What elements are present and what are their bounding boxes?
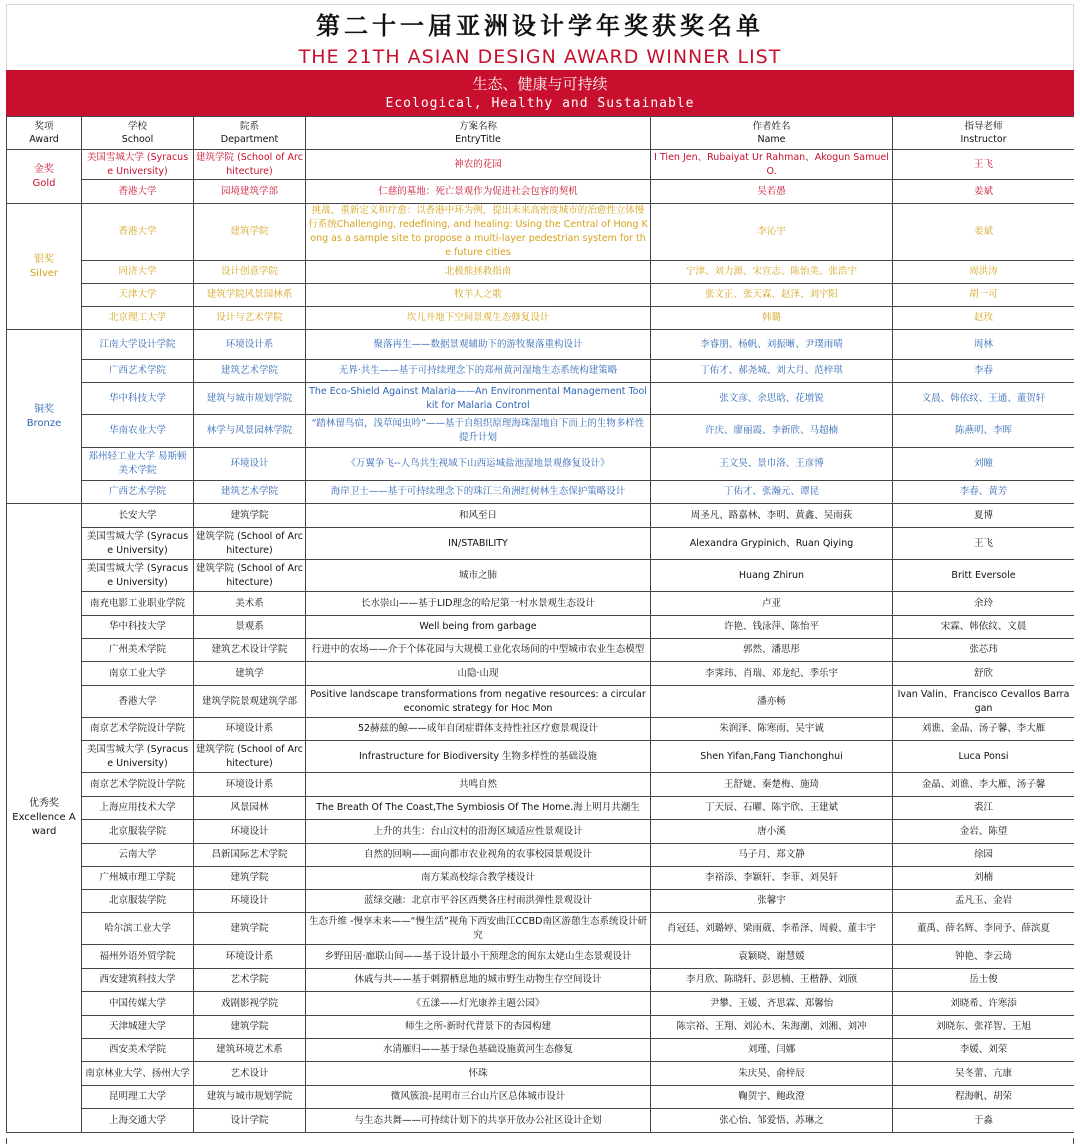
table-row — [7, 448, 1075, 481]
page-subtitle: THE 21TH ASIAN DESIGN AWARD WINNER LIST — [298, 46, 782, 68]
school-cell: 哈尔滨工业大学 — [82, 913, 194, 945]
name-cell: 袁颖晓、谢慧媛 — [651, 945, 893, 969]
name-cell: 肖冠廷、刘璐婷、梁雨葳、李希泽、周毅、董丰宇 — [651, 913, 893, 945]
table-row — [7, 560, 1075, 592]
school-cell: 北京服装学院 — [82, 820, 194, 844]
award-name-en: Silver — [29, 267, 59, 279]
name-cell: 李霁玮、肖瑞、邓龙纪、季乐宇 — [651, 662, 893, 686]
school-cell: 天津城建大学 — [82, 1016, 194, 1039]
name-cell: 周圣凡、路嘉林、李明、黄鑫、吴雨荻 — [651, 504, 893, 528]
table-row — [7, 797, 1075, 820]
school-cell: 西安建筑科技大学 — [82, 969, 194, 992]
instructor-cell: 胡一可 — [893, 284, 1075, 307]
entry-cell: Positive landscape transformations from negative resources: a circular economic strategy for Hoc Mon — [306, 686, 651, 718]
school-cell: 江南大学设计学院 — [82, 330, 194, 360]
column-header-school — [82, 117, 194, 150]
entry-cell: 牧羊人之歌 — [306, 284, 651, 307]
school-cell: 美国雪城大学 (Syracuse University) — [82, 150, 194, 180]
instructor-cell: Britt Eversole — [893, 560, 1075, 592]
name-cell: 李月欣、陈晓轩、彭思楠、王楷静、刘颀 — [651, 969, 893, 992]
department-cell: 建筑艺术学院 — [194, 360, 306, 383]
table-row — [7, 307, 1075, 330]
column-header-department-zh: 院系 — [239, 121, 259, 132]
department-cell: 建筑学院 (School of Architecture) — [194, 560, 306, 592]
name-cell: 丁天辰、石曜、陈宇欣、王建斌 — [651, 797, 893, 820]
instructor-cell: Luca Ponsi — [893, 741, 1075, 773]
instructor-cell: 李春 — [893, 360, 1075, 383]
department-cell: 园境建筑学部 — [194, 180, 306, 204]
school-cell: 同济大学 — [82, 261, 194, 284]
department-cell: 建筑学院风景园林系 — [194, 284, 306, 307]
table-row — [7, 481, 1075, 504]
entry-cell: 挑战、重新定义和疗愈：以香港中环为例，提出未来高密度城市的治愈性立体慢行系统Challenging, redefining, and healing: Using the Central of Hong Kong as a sample site to propose a multi-layer pedestrian system for the future cities — [306, 204, 651, 261]
entry-cell: 怀珠 — [306, 1062, 651, 1086]
name-cell: 郭然、潘思彤 — [651, 639, 893, 662]
entry-cell: 与生态共舞——可持续计划下的共享开放办公社区设计企划 — [306, 1109, 651, 1133]
school-cell: 广西艺术学院 — [82, 360, 194, 383]
column-header-school-zh: 学校 — [127, 121, 147, 132]
table-body — [7, 150, 1075, 1133]
column-header-name-en: Name — [757, 134, 786, 145]
school-cell: 南京艺术学院设计学院 — [82, 718, 194, 741]
instructor-cell: 陈燕明、李晖 — [893, 415, 1075, 448]
table-row — [7, 913, 1075, 945]
award-name-zh: 银奖 — [34, 253, 54, 265]
award-cell — [7, 204, 82, 330]
name-cell: 丁佑才、郝尧城、刘大月、范梓琪 — [651, 360, 893, 383]
table-row — [7, 969, 1075, 992]
table-row — [7, 686, 1075, 718]
instructor-cell: 宋霖、韩依纹、文晨 — [893, 616, 1075, 639]
name-cell: 鞠贺宇、鲍政澄 — [651, 1086, 893, 1109]
table-row — [7, 844, 1075, 867]
entry-cell: 无界·共生——基于可持续理念下的郑州黄河湿地生态系统构建策略 — [306, 360, 651, 383]
department-cell: 设计创意学院 — [194, 261, 306, 284]
category-subtitle: Ecological, Healthy and Sustainable — [385, 96, 695, 111]
table-row — [7, 528, 1075, 560]
table-row — [7, 741, 1075, 773]
school-cell: 美国雪城大学 (Syracuse University) — [82, 560, 194, 592]
name-cell: 潘亦畅 — [651, 686, 893, 718]
instructor-cell: 刘楠 — [893, 867, 1075, 890]
entry-cell: 海岸卫士——基于可持续理念下的珠江三角洲红树林生态保护策略设计 — [306, 481, 651, 504]
entry-cell: “踏林留鸟宿，浅草闻虫吟”——基于自组织原理海珠湿地自下而上的生物多样性提升计划 — [306, 415, 651, 448]
table-row — [7, 773, 1075, 797]
instructor-cell: Ivan Valin、Francisco Cevallos Barragan — [893, 686, 1075, 718]
instructor-cell: 李春、黄芳 — [893, 481, 1075, 504]
column-header-instructor-zh: 指导老师 — [964, 121, 1003, 132]
table-row — [7, 415, 1075, 448]
name-cell: I Tien Jen、Rubaiyat Ur Rahman、Akogun Samuel O. — [651, 150, 893, 180]
school-cell: 北京服装学院 — [82, 890, 194, 913]
entry-cell: 共鸣自然 — [306, 773, 651, 797]
instructor-cell: 周林 — [893, 330, 1075, 360]
name-cell: 朱润泽、陈寒雨、吴宇诚 — [651, 718, 893, 741]
table-row — [7, 261, 1075, 284]
instructor-cell: 王飞 — [893, 528, 1075, 560]
school-cell: 美国雪城大学 (Syracuse University) — [82, 528, 194, 560]
department-cell: 艺术学院 — [194, 969, 306, 992]
award-name-zh: 优秀奖 — [29, 798, 59, 809]
department-cell: 建筑环境艺术系 — [194, 1039, 306, 1062]
department-cell: 建筑学院 — [194, 913, 306, 945]
entry-cell: 山隐·山现 — [306, 662, 651, 686]
department-cell: 建筑与城市规划学院 — [194, 1086, 306, 1109]
instructor-cell: 金晶、刘谯、李大雁、汤子馨 — [893, 773, 1075, 797]
entry-cell: 休戚与共——基于刺猬栖息地的城市野生动物生存空间设计 — [306, 969, 651, 992]
table-row — [7, 718, 1075, 741]
department-cell: 建筑学院 — [194, 1016, 306, 1039]
column-header-award — [7, 117, 82, 150]
department-cell: 设计与艺术学院 — [194, 307, 306, 330]
table-row — [7, 820, 1075, 844]
table-row — [7, 616, 1075, 639]
entry-cell: 《万翼争飞--人鸟共生视域下山西运城盐池湿地景观修复设计》 — [306, 448, 651, 481]
name-cell: 张心怡、邹爱悟、苏琳之 — [651, 1109, 893, 1133]
entry-cell: 水清雁归——基于绿色基础设施黄河生态修复 — [306, 1039, 651, 1062]
table-row — [7, 1016, 1075, 1039]
table-row — [7, 383, 1075, 415]
entry-cell: 行进中的农场——介于个体花园与大规模工业化农场间的中型城市农业生态模型 — [306, 639, 651, 662]
department-cell: 建筑学院景观建筑学部 — [194, 686, 306, 718]
school-cell: 天津大学 — [82, 284, 194, 307]
school-cell: 长安大学 — [82, 504, 194, 528]
entry-cell: 生态升维 -慢享未来——“慢生活”视角下西安曲江CCBD南区游憩生态系统设计研究 — [306, 913, 651, 945]
entry-cell: 蓝绿交融：北京市平谷区西樊各庄村雨洪弹性景观设计 — [306, 890, 651, 913]
award-name-en: Gold — [32, 177, 56, 189]
instructor-cell: 刘谯、金晶、汤子馨、李大雁 — [893, 718, 1075, 741]
name-cell: 韩璐 — [651, 307, 893, 330]
column-header-name — [651, 117, 893, 150]
department-cell: 环境设计系 — [194, 330, 306, 360]
name-cell: 张馨宇 — [651, 890, 893, 913]
table-row — [7, 1062, 1075, 1086]
department-cell: 建筑艺术学院 — [194, 481, 306, 504]
school-cell: 福州外语外贸学院 — [82, 945, 194, 969]
table-row — [7, 639, 1075, 662]
entry-cell: IN/STABILITY — [306, 528, 651, 560]
entry-cell: 坎儿井地下空间景观生态修复设计 — [306, 307, 651, 330]
department-cell: 景观系 — [194, 616, 306, 639]
award-name-en: Excellence Award — [12, 812, 76, 837]
entry-cell: 北极熊拯救指南 — [306, 261, 651, 284]
school-cell: 香港大学 — [82, 686, 194, 718]
department-cell: 建筑学院 (School of Architecture) — [194, 528, 306, 560]
table-row — [7, 1109, 1075, 1133]
instructor-cell: 董禹、薛名辉、李同予、薛滨夏 — [893, 913, 1075, 945]
school-cell: 中国传媒大学 — [82, 992, 194, 1016]
name-cell: 马子月、郑文静 — [651, 844, 893, 867]
school-cell: 上海应用技术大学 — [82, 797, 194, 820]
entry-cell: 长水崇山——基于LID理念的哈尼第一村水景观生态设计 — [306, 592, 651, 616]
column-header-award-en: Award — [29, 134, 59, 145]
entry-cell: 聚落再生——数据景观辅助下的游牧聚落重构设计 — [306, 330, 651, 360]
instructor-cell: 李媛、刘荣 — [893, 1039, 1075, 1062]
name-cell: 宁津、刘力源、宋宣志、陈怡美、张浩宇 — [651, 261, 893, 284]
instructor-cell: 裘江 — [893, 797, 1075, 820]
column-header-entry-en: EntryTitle — [455, 134, 501, 145]
table-row — [7, 204, 1075, 261]
table-header-row — [7, 117, 1075, 150]
column-header-name-zh: 作者姓名 — [752, 121, 791, 132]
table-row — [7, 1039, 1075, 1062]
instructor-cell: 王飞 — [893, 150, 1075, 180]
category-banner — [6, 70, 1074, 116]
instructor-cell: 姜斌 — [893, 180, 1075, 204]
school-cell: 西安美术学院 — [82, 1039, 194, 1062]
department-cell: 建筑艺术设计学院 — [194, 639, 306, 662]
winner-table — [6, 116, 1074, 1133]
instructor-cell: 刘晓东、张祥智、王旭 — [893, 1016, 1075, 1039]
name-cell: 许艳、钱泳萍、陈怡平 — [651, 616, 893, 639]
name-cell: 王文昊、景巾洛、王彦博 — [651, 448, 893, 481]
school-cell: 华中科技大学 — [82, 616, 194, 639]
entry-cell: 神农的花园 — [306, 150, 651, 180]
name-cell: Shen Yifan,Fang Tianchonghui — [651, 741, 893, 773]
instructor-cell: 文晨、韩依纹、王通、董贺轩 — [893, 383, 1075, 415]
school-cell: 香港大学 — [82, 180, 194, 204]
table-row — [7, 504, 1075, 528]
instructor-cell: 钟艳、李云琦 — [893, 945, 1075, 969]
school-cell: 南京工业大学 — [82, 662, 194, 686]
department-cell: 昌新国际艺术学院 — [194, 844, 306, 867]
department-cell: 环境设计系 — [194, 718, 306, 741]
department-cell: 环境设计系 — [194, 945, 306, 969]
instructor-cell: 吴冬蕾、亢康 — [893, 1062, 1075, 1086]
department-cell: 建筑学 — [194, 662, 306, 686]
school-cell: 昆明理工大学 — [82, 1086, 194, 1109]
department-cell: 环境设计 — [194, 890, 306, 913]
column-header-school-en: School — [121, 134, 154, 145]
instructor-cell: 赵玫 — [893, 307, 1075, 330]
name-cell: 吴若愚 — [651, 180, 893, 204]
department-cell: 建筑与城市规划学院 — [194, 383, 306, 415]
school-cell: 南京艺术学院设计学院 — [82, 773, 194, 797]
school-cell: 香港大学 — [82, 204, 194, 261]
column-header-instructor-en: Instructor — [960, 134, 1007, 145]
instructor-cell: 姜斌 — [893, 204, 1075, 261]
category-title: 生态、健康与可持续 — [472, 75, 608, 93]
award-name-zh: 铜奖 — [34, 403, 54, 415]
school-cell: 美国雪城大学 (Syracuse University) — [82, 741, 194, 773]
school-cell: 广西艺术学院 — [82, 481, 194, 504]
department-cell: 艺术设计 — [194, 1062, 306, 1086]
table-footer-edge — [6, 1138, 1074, 1144]
column-header-award-zh: 奖项 — [34, 121, 54, 132]
entry-cell: 《五漾——灯光康养主题公园》 — [306, 992, 651, 1016]
instructor-cell: 舒欣 — [893, 662, 1075, 686]
entry-cell: 师生之所-新时代背景下的杏园构建 — [306, 1016, 651, 1039]
table-row — [7, 150, 1075, 180]
school-cell: 广州美术学院 — [82, 639, 194, 662]
name-cell: 刘瑾、闫娜 — [651, 1039, 893, 1062]
page-title: 第二十一届亚洲设计学年奖获奖名单 — [316, 12, 764, 40]
entry-cell: 仁慈的墓地：死亡景观作为促进社会包容的契机 — [306, 180, 651, 204]
entry-cell: 上升的共生：台山汶村的沿海区域适应性景观设计 — [306, 820, 651, 844]
table-row — [7, 284, 1075, 307]
table-row — [7, 662, 1075, 686]
department-cell: 林学与风景园林学院 — [194, 415, 306, 448]
award-name-zh: 金奖 — [34, 163, 54, 175]
name-cell: 尹攀、王媛、齐思霖、郑馨怡 — [651, 992, 893, 1016]
department-cell: 建筑学院 (School of Architecture) — [194, 741, 306, 773]
table-row — [7, 592, 1075, 616]
instructor-cell: 张芯玮 — [893, 639, 1075, 662]
name-cell: Huang Zhirun — [651, 560, 893, 592]
instructor-cell: 岳士俊 — [893, 969, 1075, 992]
name-cell: 张文正、张天霖、赵泽、刘宇阳 — [651, 284, 893, 307]
name-cell: 朱庆昊、俞梓辰 — [651, 1062, 893, 1086]
instructor-cell: 徐园 — [893, 844, 1075, 867]
name-cell: 李裕添、李颖轩、李菲、刘昊轩 — [651, 867, 893, 890]
entry-cell: 乡野田居·廊联山间——基于设计最小干预理念的闽东太姥山生态景观设计 — [306, 945, 651, 969]
instructor-cell: 孟凡玉、金岩 — [893, 890, 1075, 913]
name-cell: 许庆、廖丽霞、李新欣、马超楠 — [651, 415, 893, 448]
department-cell: 建筑学院 — [194, 204, 306, 261]
winner-table-container — [6, 116, 1074, 1138]
column-header-entry-zh: 方案名称 — [458, 121, 497, 132]
name-cell: 张文彦、余思晗、花增锐 — [651, 383, 893, 415]
table-row — [7, 330, 1075, 360]
instructor-cell: 余玲 — [893, 592, 1075, 616]
award-cell — [7, 504, 82, 1133]
name-cell: 王舒婕、秦楚梅、施琦 — [651, 773, 893, 797]
column-header-entry — [306, 117, 651, 150]
instructor-cell: 夏博 — [893, 504, 1075, 528]
entry-cell: Infrastructure for Biodiversity 生物多样性的基础设施 — [306, 741, 651, 773]
table-row — [7, 360, 1075, 383]
school-cell: 南京林业大学、扬州大学 — [82, 1062, 194, 1086]
table-row — [7, 867, 1075, 890]
department-cell: 环境设计 — [194, 820, 306, 844]
department-cell: 环境设计 — [194, 448, 306, 481]
entry-cell: The Breath Of The Coast,The Symbiosis Of The Home.海上明月共潮生 — [306, 797, 651, 820]
table-row — [7, 945, 1075, 969]
department-cell: 建筑学院 — [194, 867, 306, 890]
award-name-en: Bronze — [26, 417, 62, 429]
entry-cell: 和风至日 — [306, 504, 651, 528]
department-cell: 美术系 — [194, 592, 306, 616]
name-cell: 卢亚 — [651, 592, 893, 616]
school-cell: 北京理工大学 — [82, 307, 194, 330]
school-cell: 郑州轻工业大学 易斯顿美术学院 — [82, 448, 194, 481]
table-row — [7, 180, 1075, 204]
instructor-cell: 周洪涛 — [893, 261, 1075, 284]
department-cell: 戏剧影视学院 — [194, 992, 306, 1016]
column-header-department-en: Department — [220, 134, 279, 145]
department-cell: 风景园林 — [194, 797, 306, 820]
column-header-instructor — [893, 117, 1075, 150]
name-cell: 唐小溪 — [651, 820, 893, 844]
department-cell: 设计学院 — [194, 1109, 306, 1133]
name-cell: 李沁宇 — [651, 204, 893, 261]
instructor-cell: 刘瞳 — [893, 448, 1075, 481]
award-cell — [7, 330, 82, 504]
instructor-cell: 于淼 — [893, 1109, 1075, 1133]
department-cell: 建筑学院 — [194, 504, 306, 528]
name-cell: Alexandra Grypinich、Ruan Qiying — [651, 528, 893, 560]
name-cell: 丁佑才、张瀚元、谭昆 — [651, 481, 893, 504]
title-block — [6, 4, 1074, 70]
instructor-cell: 刘晓希、许寒添 — [893, 992, 1075, 1016]
column-header-department — [194, 117, 306, 150]
school-cell: 南充电影工业职业学院 — [82, 592, 194, 616]
entry-cell: The Eco-Shield Against Malaria——An Environmental Management Toolkit for Malaria Control — [306, 383, 651, 415]
entry-cell: 城市之肺 — [306, 560, 651, 592]
entry-cell: 微风簇浪-昆明市三台山片区总体城市设计 — [306, 1086, 651, 1109]
table-row — [7, 1086, 1075, 1109]
entry-cell: Well being from garbage — [306, 616, 651, 639]
table-row — [7, 992, 1075, 1016]
name-cell: 陈宗裕、王翔、刘沁木、朱海潮、刘湘、刘冲 — [651, 1016, 893, 1039]
department-cell: 建筑学院 (School of Architecture) — [194, 150, 306, 180]
department-cell: 环境设计系 — [194, 773, 306, 797]
school-cell: 上海交通大学 — [82, 1109, 194, 1133]
instructor-cell: 金岩、陈望 — [893, 820, 1075, 844]
entry-cell: 52赫兹的鲸——成年自闭症群体支持性社区疗愈景观设计 — [306, 718, 651, 741]
table-row — [7, 890, 1075, 913]
entry-cell: 自然的回响——面向都市农业视角的农事校园景观设计 — [306, 844, 651, 867]
entry-cell: 南方某高校综合教学楼设计 — [306, 867, 651, 890]
instructor-cell: 程海帆、胡荣 — [893, 1086, 1075, 1109]
school-cell: 广州城市理工学院 — [82, 867, 194, 890]
name-cell: 李睿朋、杨帆、刘振晰、尹璞雨晴 — [651, 330, 893, 360]
school-cell: 华南农业大学 — [82, 415, 194, 448]
award-cell — [7, 150, 82, 204]
school-cell: 云南大学 — [82, 844, 194, 867]
school-cell: 华中科技大学 — [82, 383, 194, 415]
